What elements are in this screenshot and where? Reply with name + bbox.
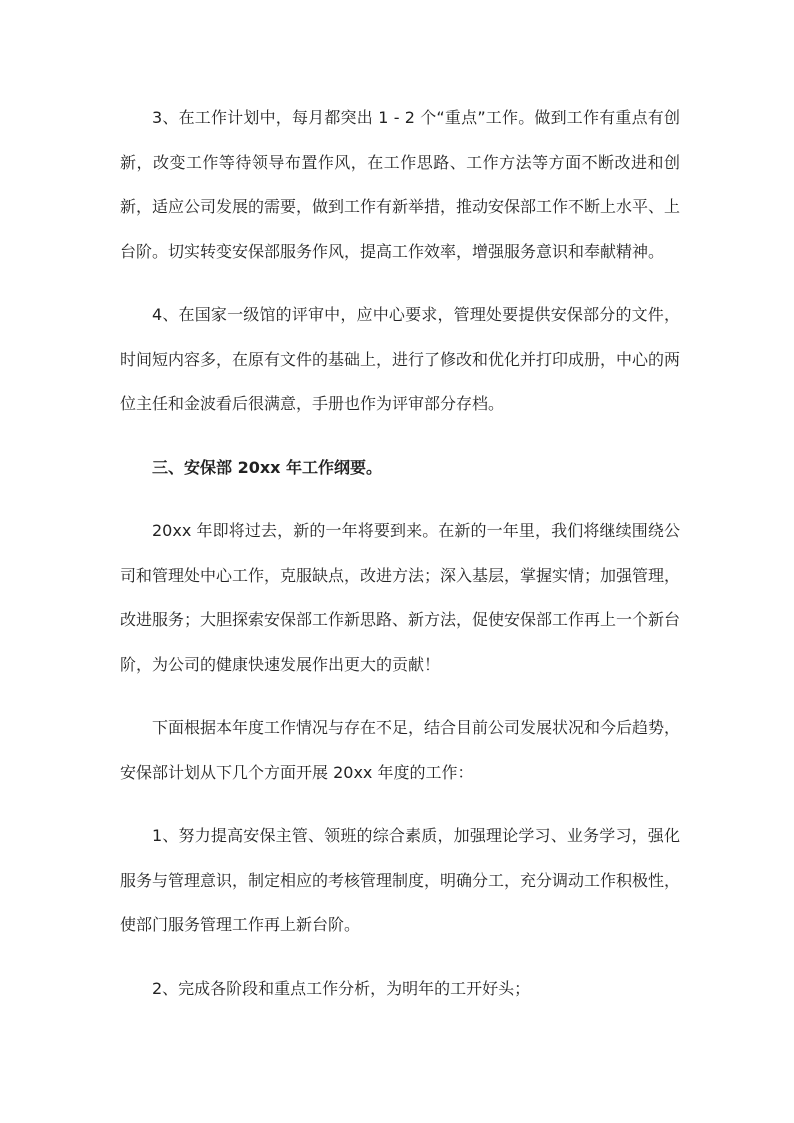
paragraph-item-3: 3、在工作计划中，每月都突出 1 - 2 个“重点”工作。做到工作有重点有创新，改变工作等待领导布置作风，在工作思路、工作方法等方面不断改进和创新，适应公司发展的需要，做到工作有新举措，推动安保部工作不断上水平、上台阶。切实转变安保部服务作风，提高工作效率，增强服务意识和奉献精神。 — [120, 108, 681, 261]
paragraph-outline-intro: 20xx 年即将过去，新的一年将要到来。在新的一年里，我们将继续围绕公司和管理处中心工作，克服缺点，改进方法；深入基层，掌握实情；加强管理，改进服务；大胆探索安保部工作新思路、新方法，促使安保部工作再上一个新台阶，为公司的健康快速发展作出更大的贡献！ — [120, 521, 681, 674]
paragraph-plan-item-1: 1、努力提高安保主管、领班的综合素质，加强理论学习、业务学习，强化服务与管理意识，制定相应的考核管理制度，明确分工，充分调动工作积极性，使部门服务管理工作再上新台阶。 — [120, 826, 681, 934]
paragraph-plan-intro: 下面根据本年度工作情况与存在不足，结合目前公司发展状况和今后趋势，安保部计划从下几个方面开展 20xx 年度的工作： — [120, 718, 681, 782]
document-body — [120, 96, 680, 1030]
paragraph-plan-item-2: 2、完成各阶段和重点工作分析，为明年的工开好头； — [152, 978, 531, 998]
section-heading-3: 三、安保部 20xx 年工作纲要。 — [152, 457, 383, 477]
paragraph-item-4: 4、在国家一级馆的评审中，应中心要求，管理处要提供安保部分的文件，时间短内容多，在原有文件的基础上，进行了修改和优化并打印成册，中心的两位主任和金波看后很满意，手册也作为评审部分存档。 — [120, 305, 681, 413]
